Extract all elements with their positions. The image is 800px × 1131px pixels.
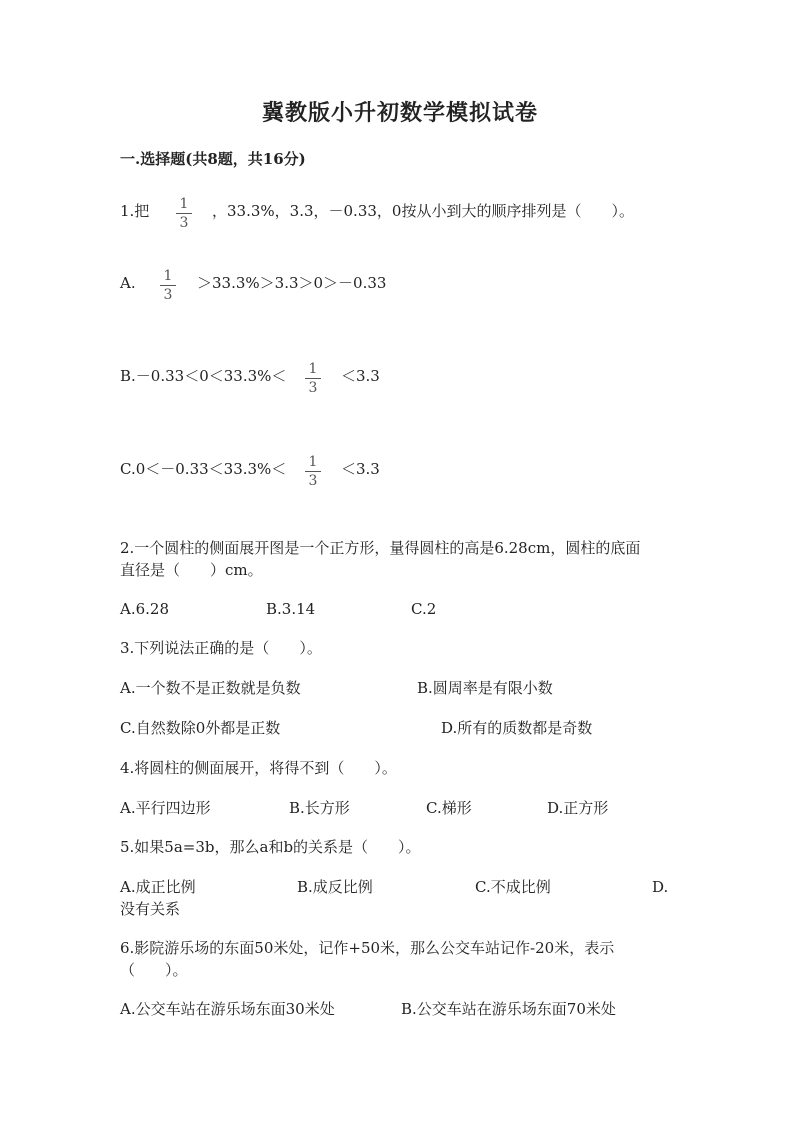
q1-option-c-rest: ＜3.3: [341, 460, 380, 478]
q5-text: 5.如果5a=3b，那么a和b的关系是（ ）。: [120, 838, 421, 856]
q2-text-line2: 直径是（ ）cm。: [120, 561, 263, 579]
q1-prefix: 1.把: [120, 202, 150, 220]
fraction-denominator: 3: [179, 215, 189, 231]
page-title: 冀教版小升初数学模拟试卷: [261, 100, 538, 126]
fraction-one-third: $\frac{1}{3}$: [305, 455, 321, 488]
q4-option-b[interactable]: B.长方形: [289, 799, 350, 817]
q3-option-c[interactable]: C.自然数除0外都是正数: [120, 719, 281, 737]
q2-option-b[interactable]: B.3.14: [266, 600, 316, 618]
q5-option-c[interactable]: C.不成比例: [475, 878, 551, 896]
q4-option-d[interactable]: D.正方形: [547, 799, 609, 817]
q4-option-c[interactable]: C.梯形: [426, 799, 472, 817]
q6-option-b[interactable]: B.公交车站在游乐场东面70米处: [401, 1000, 616, 1018]
q4-text: 4.将圆柱的侧面展开，将得不到（ ）。: [120, 759, 397, 777]
q2-text-line1: 2.一个圆柱的侧面展开图是一个正方形，量得圆柱的高是6.28cm，圆柱的底面: [120, 539, 641, 557]
q5-option-a[interactable]: A.成正比例: [120, 878, 196, 896]
q3-text: 3.下列说法正确的是（ ）。: [120, 639, 322, 657]
q2-option-a[interactable]: A.6.28: [120, 600, 169, 618]
fraction-one-third: $\frac{1}{3}$: [305, 362, 321, 395]
q6-text-line2: （ ）。: [120, 961, 188, 979]
q1-option-a-label: A.: [120, 274, 136, 292]
q2-option-c[interactable]: C.2: [411, 600, 437, 618]
q5-option-b[interactable]: B.成反比例: [297, 878, 373, 896]
q1-option-a-text: ＞33.3%＞3.3＞0＞－0.33: [197, 274, 387, 292]
q6-text-line1: 6.影院游乐场的东面50米处，记作+50米，那么公交车站记作-20米，表示: [120, 939, 615, 957]
q1-option-c-text: C.0＜－0.33＜33.3%＜: [120, 460, 287, 478]
q3-option-d[interactable]: D.所有的质数都是奇数: [441, 719, 593, 737]
q3-option-b[interactable]: B.圆周率是有限小数: [417, 679, 553, 697]
q5-option-d-wrap[interactable]: 没有关系: [120, 900, 181, 918]
fraction-numerator: 1: [176, 197, 192, 214]
q1-option-b-rest: ＜3.3: [341, 367, 380, 385]
q5-option-d[interactable]: D.: [652, 878, 669, 896]
fraction-one-third: [176, 197, 192, 230]
q1-option-b-text: B.－0.33＜0＜33.3%＜: [120, 367, 287, 385]
q3-option-a[interactable]: A.一个数不是正数就是负数: [120, 679, 301, 697]
q6-option-a[interactable]: A.公交车站在游乐场东面30米处: [120, 1000, 335, 1018]
q1-text: ，33.3%，3.3，－0.33，0按从小到大的顺序排列是（ ）。: [212, 202, 634, 220]
q4-option-a[interactable]: A.平行四边形: [120, 799, 211, 817]
fraction-one-third: $\frac{1}{3}$: [160, 269, 176, 302]
section-heading: 一.选择题(共8题，共16分): [120, 150, 306, 168]
